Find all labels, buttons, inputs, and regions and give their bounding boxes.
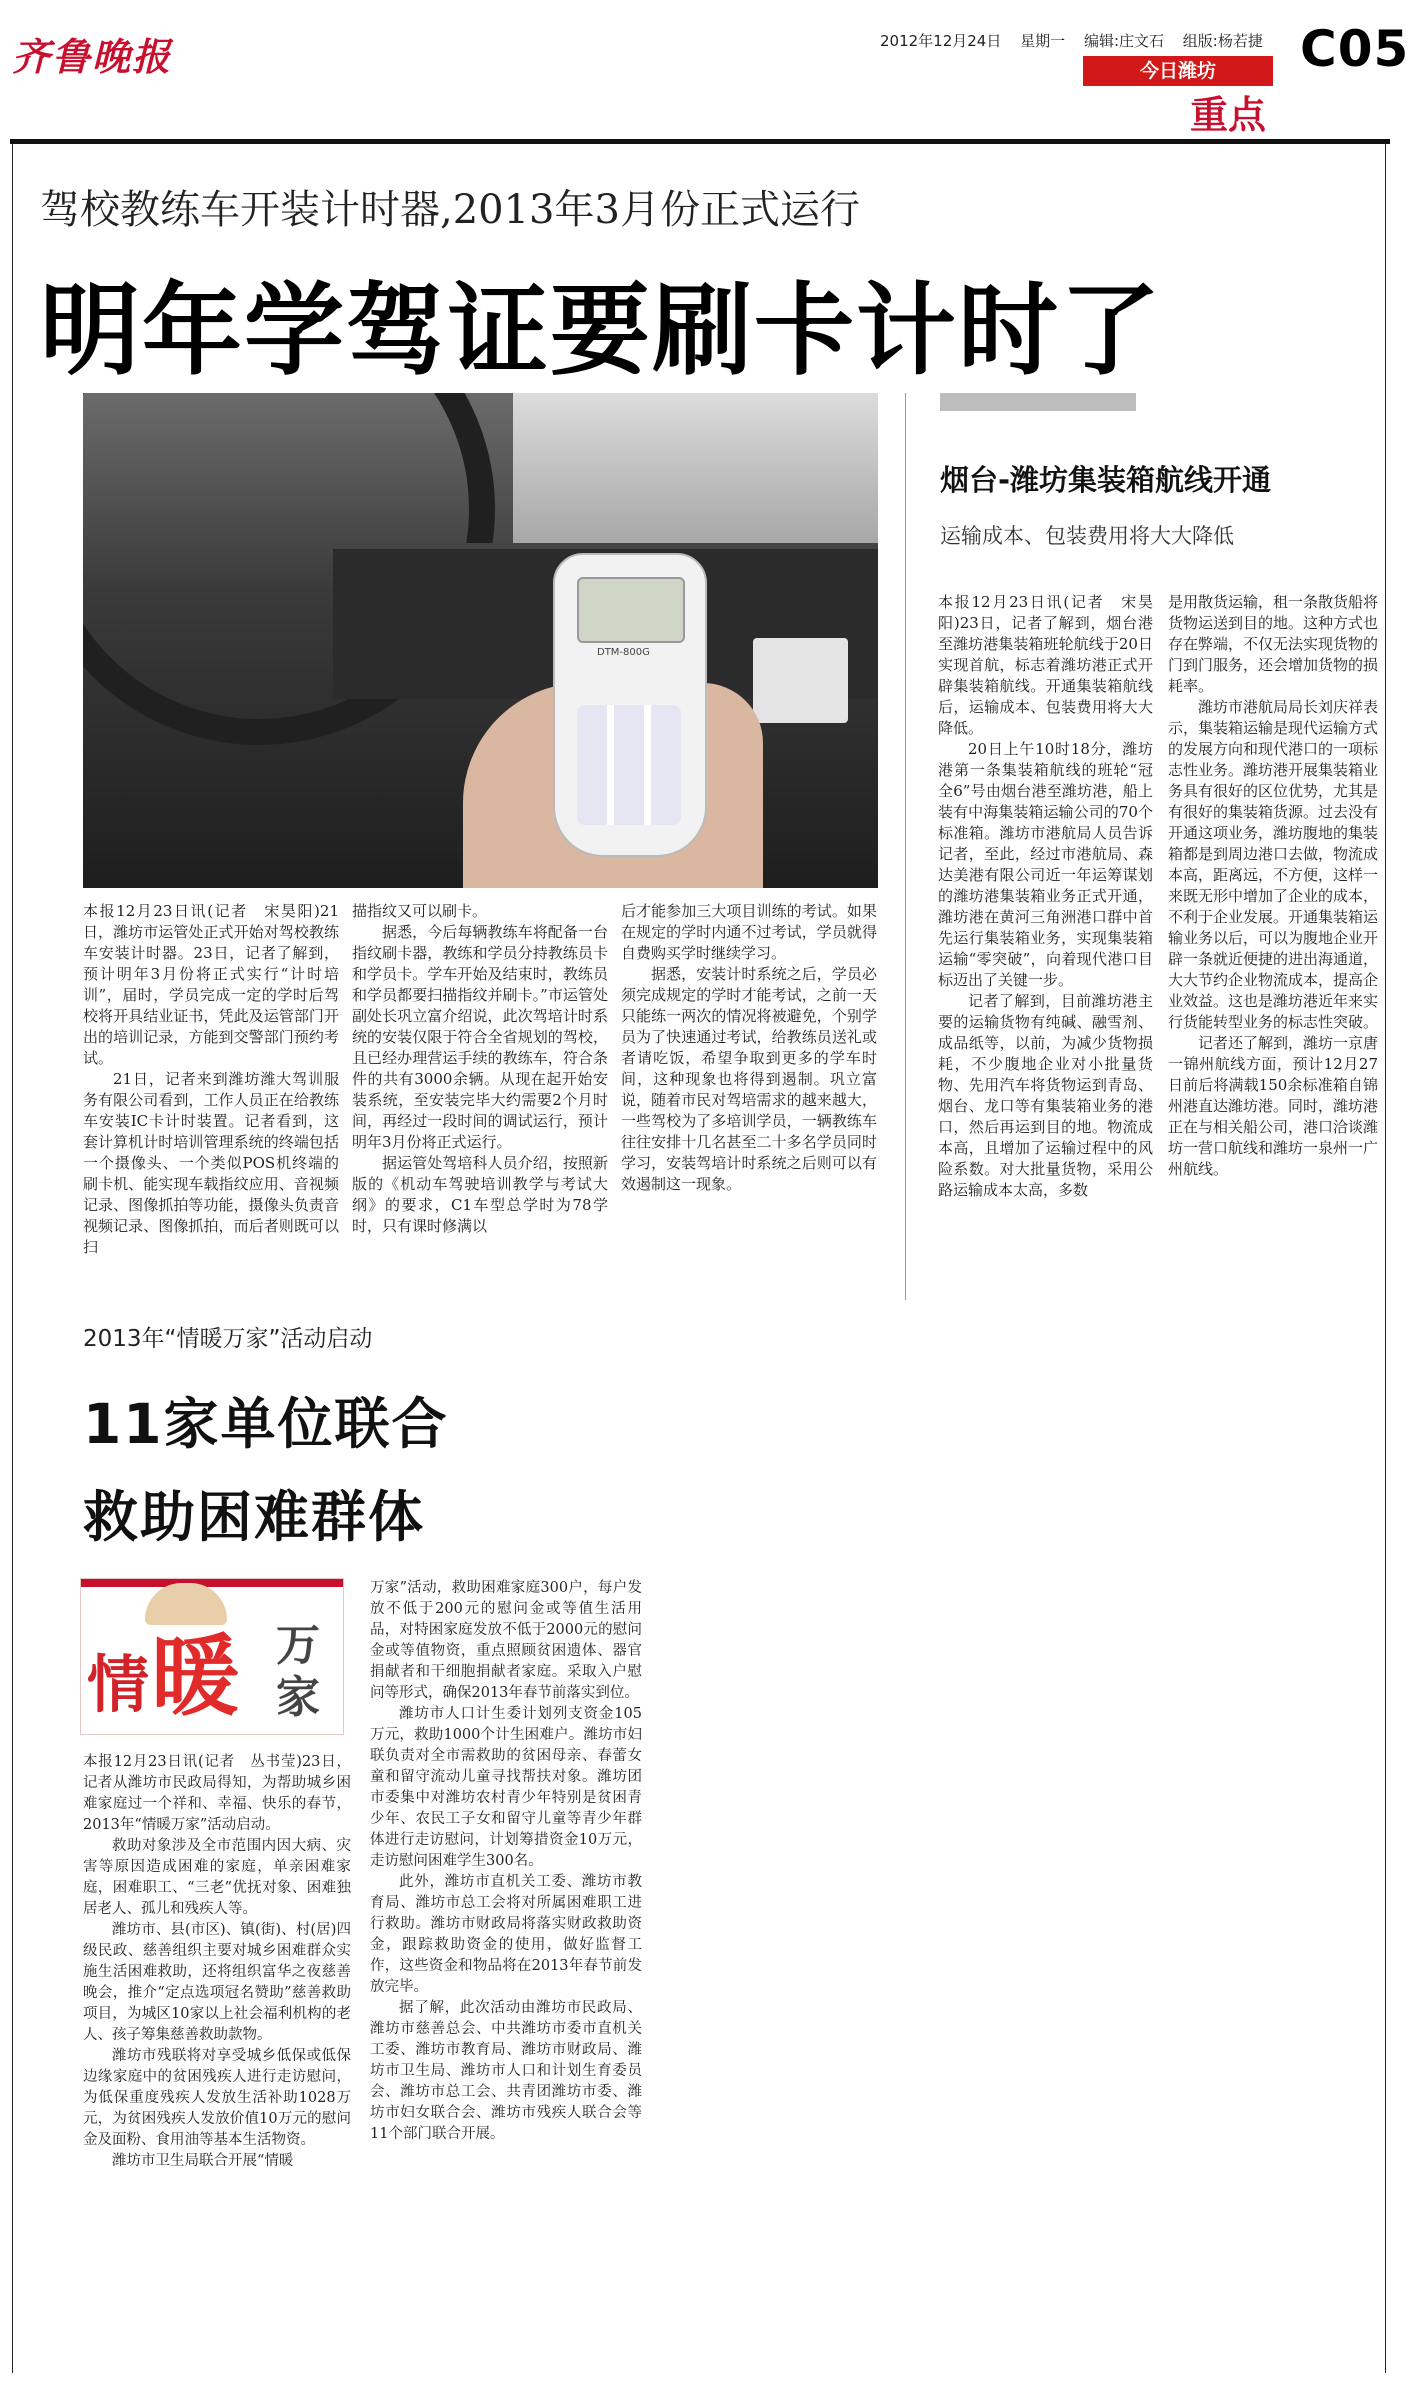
section-tab: 今日潍坊	[1083, 56, 1273, 86]
campaign-logo	[80, 1578, 344, 1735]
paragraph: 20日上午10时18分，潍坊港第一条集装箱航线的班轮“冠全6”号由烟台港至潍坊港，船上装有中海集装箱运输公司的70个标准箱。潍坊市港航局人员告诉记者，至此，经过市港航局、森达美港有限公司近一年运筹谋划的潍坊港集装箱业务正式开通，潍坊港在黄河三角洲港口群中首先运行集装箱业务，实现集装箱运输“零突破”，向着现代港口目标迈出了关键一步。	[938, 740, 1153, 989]
paragraph: 描指纹又可以刷卡。	[352, 902, 488, 920]
paragraph: 据运管处驾培科人员介绍，按照新版的《机动车驾驶培训教学与考试大纲》的要求，C1车型总学时为78学时，只有课时修满以	[352, 1154, 608, 1235]
paragraph: 潍坊市、县(市区)、镇(街)、村(居)四级民政、慈善组织主要对城乡困难群众实施生活困难救助，还将组织富华之夜慈善晚会，推介“定点选项冠名赞助”慈善救助项目，为城区10家以上社会福利机构的老人、孩子筹集慈善救助款物。	[83, 1922, 351, 2043]
sidebar-headline: 烟台-潍坊集装箱航线开通	[940, 463, 1272, 497]
page-border-left	[12, 143, 13, 2373]
page-number: C05	[1300, 20, 1409, 78]
issue-date: 2012年12月24日	[880, 32, 1002, 50]
layout-credit: 组版:杨若捷	[1182, 32, 1263, 50]
article1-kicker: 驾校教练车开装计时器,2013年3月份正式运行	[40, 187, 860, 233]
logo-top-strip	[81, 1579, 343, 1587]
editor-credit: 编辑:庄文石	[1083, 32, 1164, 50]
paragraph: 潍坊市港航局局长刘庆祥表示，集装箱运输是现代运输方式的发展方向和现代港口的一项标志性业务。潍坊港开展集装箱业务具有很好的区位优势，尤其是有很好的集装箱货源。过去没有开通这项业务，潍坊腹地的集装箱都是到周边港口去做，物流成本高，距离远，不方便，这样一来既无形中增加了企业的成本，不利于企业发展。开通集装箱运输业务以后，可以为腹地企业开辟一条就近便捷的进出海通道，大大节约企业物流成本，提高企业效益。这也是潍坊港近年来实行货能转型业务的标志性突破。	[1168, 698, 1379, 1031]
sidebar-divider	[905, 393, 906, 1300]
article1-column-3	[621, 901, 877, 1195]
header-rule	[10, 139, 1390, 144]
paragraph: 潍坊市人口计生委计划列支资金105万元，救助1000个计生困难户。潍坊市妇联负责对全市需救助的贫困母亲、春蕾女童和留守流动儿童寻找帮扶对象。潍坊团市委集中对潍坊农村青少年特别是贫困青少年、农民工子女和留守儿童等青少年群体进行走访慰问，计划筹措资金10万元，走访慰问困难学生300名。	[370, 1706, 642, 1869]
logo-char-wan: 万	[276, 1620, 320, 1671]
article2-headline-line2: 救助困难群体	[83, 1485, 426, 1549]
paragraph: 据悉，安装计时系统之后，学员必须完成规定的学时才能考试，之前一天只能练一两次的情况将被避免，个别学员为了快速通过考试，给教练员送礼或者请吃饭，希望争取到更多的学车时间，这种现象也将得到遏制。巩立富说，随着市民对驾培需求的越来越大，一些驾校为了多培训学员，一辆教练车往往安排十几名甚至二十多名学员同时学习，安装驾培计时系统之后则可以有效遏制这一现象。	[621, 965, 877, 1193]
sidebar-subheadline: 运输成本、包装费用将大大降低	[940, 524, 1234, 548]
masthead-logo: 齐鲁晚报	[12, 34, 173, 79]
sidebar-column-2	[1168, 592, 1378, 1180]
paragraph: 记者了解到，目前潍坊港主要的运输货物有纯碱、融雪剂、成品纸等，以前，为减少货物损耗，不少腹地企业对小批量货物、先用汽车将货物运到青岛、烟台、龙口等有集装箱业务的港口，然后再运到目的地。物流成本高，且增加了运输过程中的风险系数。对大批量货物，采用公路运输成本太高，多数	[938, 992, 1153, 1199]
paragraph: 本报12月23日讯(记者 丛书莹)23日，记者从潍坊市民政局得知，为帮助城乡困难家庭过一个祥和、幸福、快乐的春节，2013年“情暖万家”活动启动。	[83, 1754, 351, 1833]
article2-column-2	[370, 1578, 642, 2145]
paragraph: 万家”活动，救助困难家庭300户，每户发放不低于200元的慰问金或等值生活用品，对特困家庭发放不低于2000元的慰问金或等值物资，重点照顾贫困遗体、器官捐献者和干细胞捐献者家庭。采取入户慰问等形式，确保2013年春节前落实到位。	[370, 1580, 642, 1701]
sidebar-column-1	[938, 592, 1153, 1201]
paragraph: 后才能参加三大项目训练的考试。如果在规定的学时内通不过考试，学员就得自费购买学时继续学习。	[621, 902, 877, 962]
device-screen	[577, 577, 685, 643]
article2-headline-line1: 11家单位联合	[83, 1392, 449, 1456]
issue-weekday: 星期一	[1020, 32, 1066, 50]
paragraph: 据了解，此次活动由潍坊市民政局、潍坊市慈善总会、中共潍坊市委市直机关工委、潍坊市教育局、潍坊市财政局、潍坊市卫生局、潍坊市人口和计划生育委员会、潍坊市总工会、共青团潍坊市委、潍坊市妇女联合会、潍坊市残疾人联合会等11个部门联合开展。	[370, 2000, 642, 2142]
section-label: 重点	[1190, 93, 1267, 137]
paragraph: 潍坊市卫生局联合开展“情暖	[112, 2153, 294, 2169]
logo-char-nuan: 暖	[151, 1624, 240, 1728]
article1-column-1	[83, 901, 339, 1258]
device-keypad	[577, 705, 681, 825]
device-label: DTM-800G	[597, 647, 650, 658]
paragraph: 救助对象涉及全市范围内因大病、灾害等原因造成困难的家庭，单亲困难家庭，困难职工、“三老”优抚对象、困难独居老人、孤儿和残疾人等。	[83, 1838, 351, 1917]
terminal-box	[753, 638, 848, 723]
paragraph: 记者还了解到，潍坊一京唐一锦州航线方面，预计12月27日前后将满载150余标准箱自锦州港直达潍坊港。同时，潍坊港正在与相关船公司，港口洽谈潍坊一营口航线和潍坊一泉州一广州航线。	[1168, 1034, 1379, 1178]
sidebar-accent-bar	[940, 393, 1136, 411]
article1-headline: 明年学驾证要刷卡计时了	[40, 272, 1162, 389]
page-border-right	[1385, 143, 1386, 2373]
card-reader-device	[553, 553, 707, 857]
article1-column-2	[352, 901, 608, 1237]
logo-char-jia: 家	[276, 1672, 320, 1723]
article1-photo	[83, 393, 878, 888]
logo-char-qing: 情	[87, 1648, 150, 1721]
paragraph: 本报12月23日讯(记者 宋昊阳)21日，潍坊市运管处正式开始对驾校教练车安装计时器。23日，记者了解到，预计明年3月份将正式实行“计时培训”，届时，学员完成一定的学时后驾校将开具结业证书，凭此及运管部门开出的培训记录，方能到交警部门预约考试。	[83, 902, 339, 1067]
article2-column-1	[83, 1752, 351, 2172]
paragraph: 是用散货运输，租一条散货船将货物运送到目的地。这种方式也存在弊端，不仅无法实现货物的门到门服务，还会增加货物的损耗率。	[1168, 593, 1379, 695]
car-window	[513, 393, 878, 543]
article2-kicker: 2013年“情暖万家”活动启动	[83, 1326, 373, 1352]
paragraph: 据悉，今后每辆教练车将配备一台指纹刷卡器，教练和学员分持教练员卡和学员卡。学车开始及结束时，教练员和学员都要扫描指纹并刷卡。”市运管处副处长巩立富介绍说，此次驾培计时系统的安装仅限于符合全省规划的驾校，且已经办理营运手续的教练车，符合条件的共有3000余辆。从现在起开始安装系统，至安装完毕大约需要2个月时间，再经过一段时间的调试运行，预计明年3月份将正式运行。	[352, 923, 608, 1151]
paragraph: 21日，记者来到潍坊潍大驾训服务有限公司看到，工作人员正在给教练车安装IC卡计时装置。记者看到，这套计算机计时培训管理系统的终端包括一个摄像头、一个类似POS机终端的刷卡机、能实现车载指纹应用、音视频记录、图像抓拍等功能，摄像头负责音视频记录、图像抓拍，而后者则既可以扫	[83, 1070, 339, 1256]
paragraph: 此外，潍坊市直机关工委、潍坊市教育局、潍坊市总工会将对所属困难职工进行救助。潍坊市财政局将落实财政救助资金，跟踪救助资金的使用，做好监督工作，这些资金和物品将在2013年春节前发放完毕。	[370, 1874, 642, 1995]
paragraph: 本报12月23日讯(记者 宋昊阳)23日，记者了解到，烟台港至潍坊港集装箱班轮航线于20日实现首航，标志着潍坊港正式开辟集装箱航线。开通集装箱航线后，运输成本、包装费用将大大降低。	[938, 593, 1153, 737]
paragraph: 潍坊市残联将对享受城乡低保或低保边缘家庭中的贫困残疾人进行走访慰问，为低保重度残疾人发放生活补助1028万元，为贫困残疾人发放价值10万元的慰问金及面粉、食用油等基本生活物资。	[83, 2048, 351, 2148]
issue-meta	[880, 30, 1277, 51]
